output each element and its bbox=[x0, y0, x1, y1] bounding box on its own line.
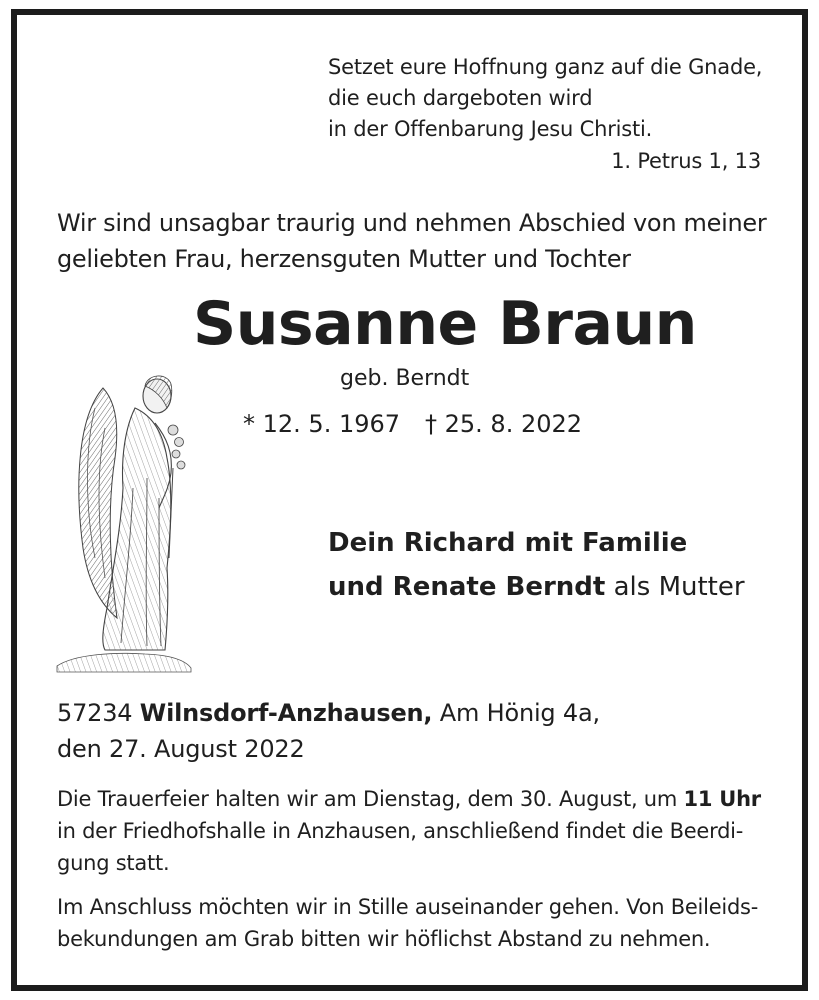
verse-line-1: Setzet eure Hoffnung ganz auf die Gnade, bbox=[328, 55, 763, 79]
address-street: Am Hönig 4a, bbox=[439, 699, 600, 727]
maiden-name: geb. Berndt bbox=[340, 366, 470, 391]
deceased-name: Susanne Braun bbox=[193, 289, 697, 359]
intro-line-1: Wir sind unsagbar traurig und nehmen Abschied von meiner bbox=[57, 209, 767, 237]
birth-date: * 12. 5. 1967 bbox=[243, 410, 401, 438]
notice-line-2: bekundungen am Grab bitten wir höflichst Abstand zu nehmen. bbox=[57, 927, 711, 951]
intro-line-2: geliebten Frau, herzensguten Mutter und Tochter bbox=[57, 245, 631, 273]
funeral-text: Die Trauerfeier halten wir am Dienstag, dem 30. August, um bbox=[57, 787, 684, 811]
verse-line-2: die euch dargeboten wird bbox=[328, 86, 593, 110]
address-date: den 27. August 2022 bbox=[57, 735, 305, 763]
verse-reference: 1. Petrus 1, 13 bbox=[611, 149, 761, 173]
address-zip: 57234 bbox=[57, 699, 133, 727]
death-date: † 25. 8. 2022 bbox=[425, 410, 583, 438]
angel-illustration bbox=[55, 368, 195, 678]
mourners-name-bold: und Renate Berndt bbox=[328, 572, 606, 602]
funeral-time: 11 Uhr bbox=[683, 787, 761, 811]
notice-line-1: Im Anschluss möchten wir in Stille auseinander gehen. Von Beileids- bbox=[57, 895, 759, 919]
funeral-line-2: in der Friedhofshalle in Anzhausen, anschließend findet die Beerdi- bbox=[57, 819, 744, 843]
address-place: Wilnsdorf-Anzhausen, bbox=[139, 699, 433, 727]
funeral-line-3: gung statt. bbox=[57, 851, 170, 875]
address-line bbox=[57, 701, 600, 725]
funeral-line-1 bbox=[57, 789, 761, 810]
mourners-relation: als Mutter bbox=[605, 572, 745, 602]
mourners-line-1: Dein Richard mit Familie bbox=[328, 528, 688, 558]
mourners-line-2 bbox=[328, 574, 745, 600]
verse-line-3: in der Offenbarung Jesu Christi. bbox=[328, 117, 653, 141]
